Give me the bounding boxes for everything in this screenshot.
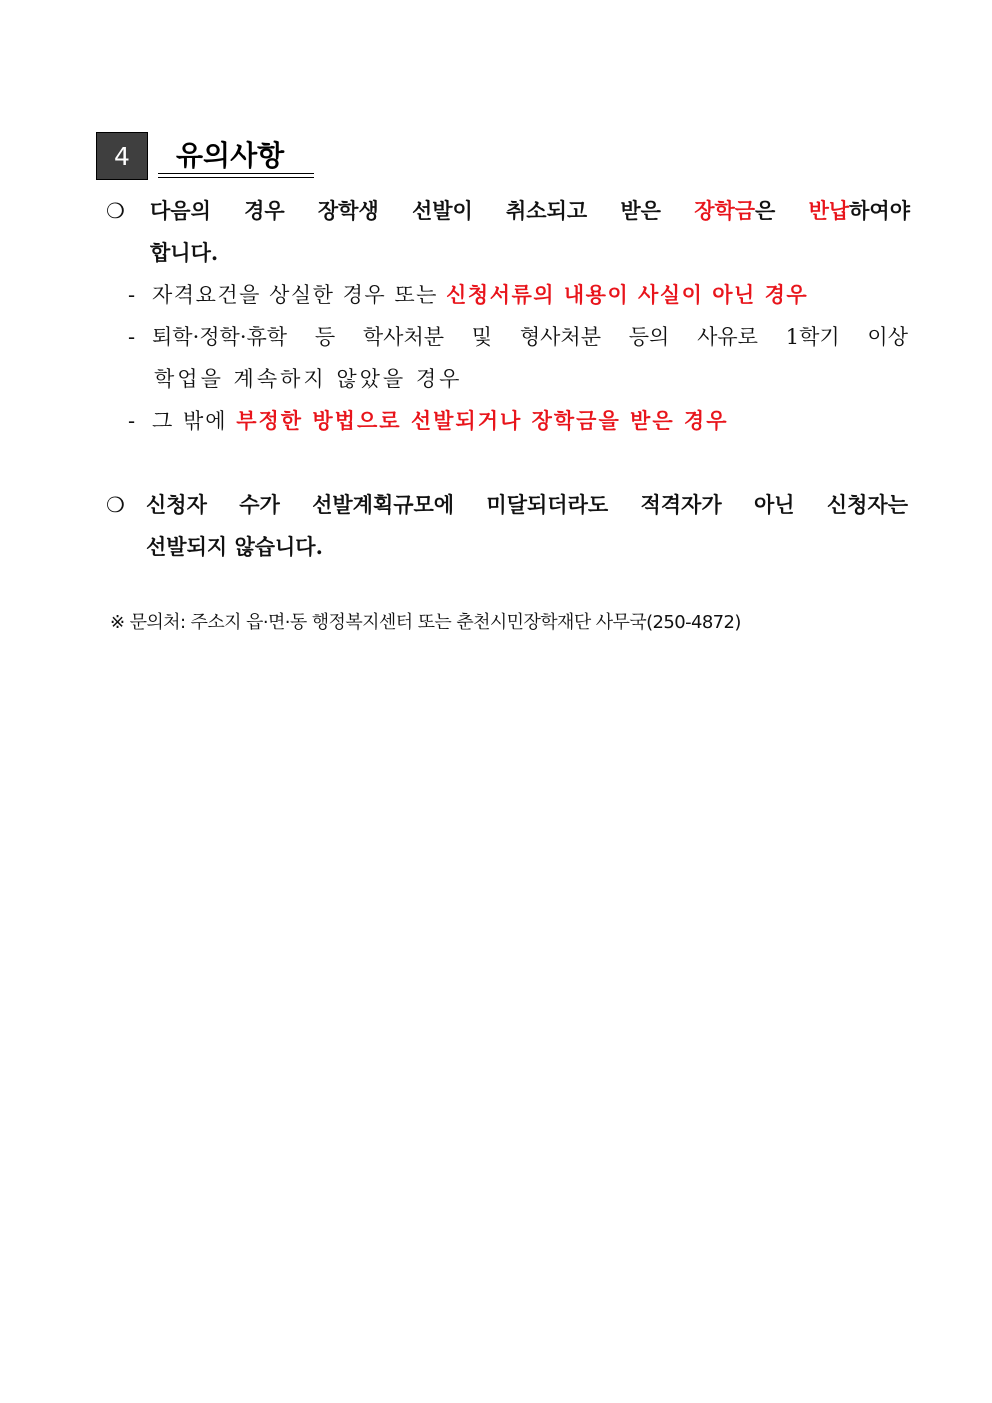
circle-bullet-icon: ❍: [106, 493, 125, 517]
dash-bullet: -: [128, 409, 136, 433]
sub-item-1-text: 자격요건을 상실한 경우 또는: [152, 283, 447, 307]
dash-bullet: -: [128, 283, 136, 307]
item-1-line-1: [150, 196, 910, 226]
sub-item-1: [152, 280, 808, 310]
contact-note: ※ 문의처: 주소지 읍·면·동 행정복지센터 또는 춘천시민장학재단 사무국(250-4872): [110, 612, 741, 633]
section-number: 4: [114, 141, 130, 171]
item-2-line-1: 신청자 수가 선발계획규모에 미달되더라도 적격자가 아닌 신청자는: [146, 492, 908, 517]
item-1-highlight-scholarship: 장학금: [694, 198, 756, 223]
sub-item-2-line-2: 학업을 계속하지 않았을 경우: [154, 367, 463, 391]
circle-bullet-icon: ❍: [106, 199, 125, 223]
dash-bullet: -: [128, 325, 136, 349]
sub-item-3: [152, 406, 729, 436]
title-underline: [158, 173, 314, 174]
section-number-box: [96, 132, 148, 180]
sub-item-1-highlight: 신청서류의 내용이 사실이 아닌 경우: [446, 282, 809, 307]
item-1-text: 하여야: [849, 198, 910, 223]
sub-item-3-highlight: 부정한 방법으로 선발되거나 장학금을 받은 경우: [236, 408, 729, 433]
sub-item-2-line-1: 퇴학·정학·휴학 등 학사처분 및 형사처분 등의 사유로 1학기 이상: [152, 325, 908, 349]
item-1-text: 은: [755, 198, 809, 223]
item-2-line-2: 선발되지 않습니다.: [146, 534, 323, 559]
title-underline-double: [158, 177, 314, 178]
sub-item-3-text: 그 밖에: [152, 409, 237, 433]
item-1-line-2: 합니다.: [150, 240, 219, 265]
section-title: 유의사항: [176, 139, 285, 172]
item-1-highlight-return: 반납: [808, 198, 850, 223]
item-1-text: 다음의 경우 장학생 선발이 취소되고 받은: [150, 198, 695, 223]
